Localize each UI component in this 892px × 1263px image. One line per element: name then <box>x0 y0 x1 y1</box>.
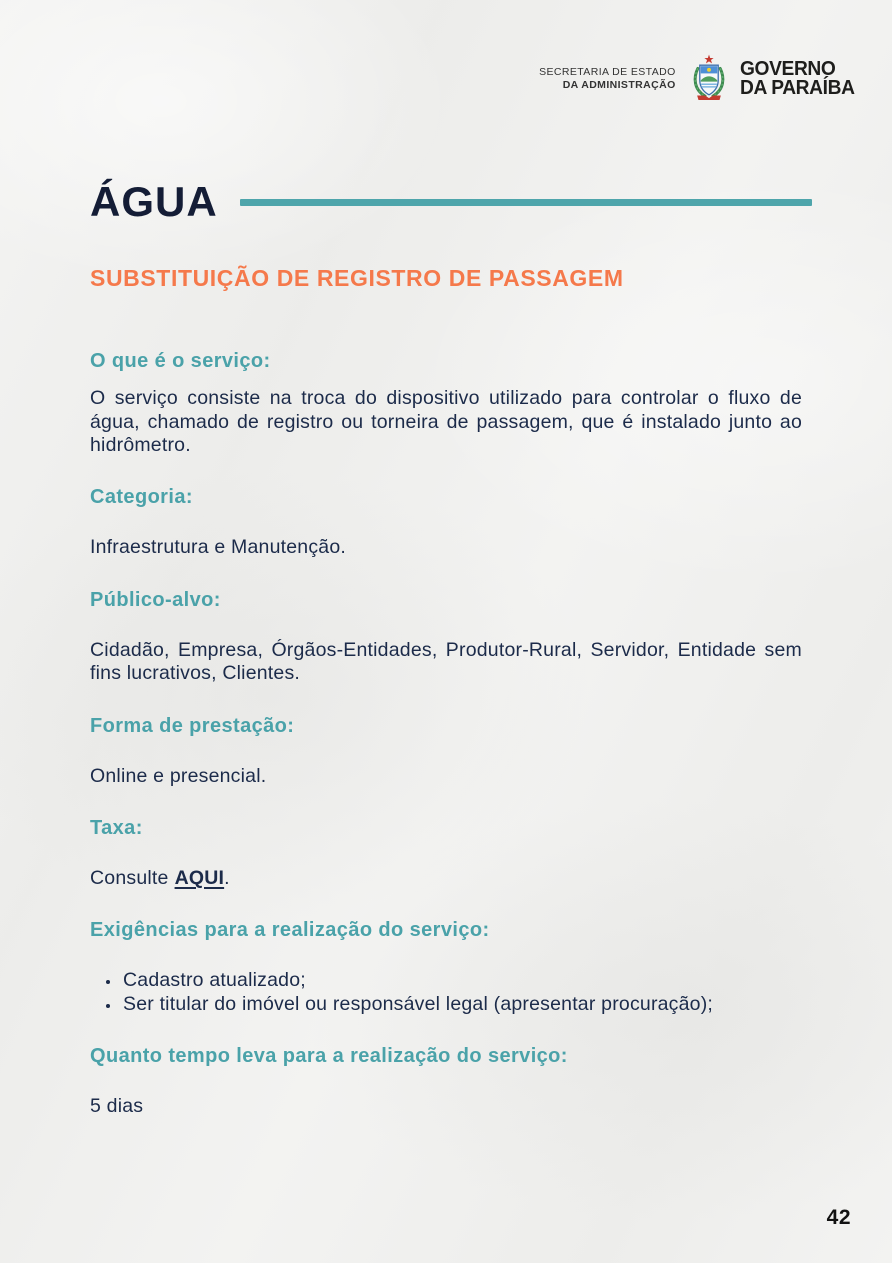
section-heading-taxa: Taxa: <box>90 817 143 840</box>
section-heading-o-que-e: O que é o serviço: <box>90 350 271 373</box>
secretaria-line1: SECRETARIA DE ESTADO <box>539 65 676 78</box>
title-row <box>90 178 812 225</box>
taxa-aqui-link[interactable]: AQUI <box>174 867 225 890</box>
page-number: 42 <box>826 1206 851 1229</box>
governo-line1: GOVERNO <box>739 58 836 80</box>
list-item: • Cadastro atualizado; <box>121 969 802 992</box>
section-body-taxa <box>90 867 802 890</box>
service-subtitle: SUBSTITUIÇÃO DE REGISTRO DE PASSAGEM <box>90 265 624 291</box>
section-body-forma-prestacao: Online e presencial. <box>90 764 267 787</box>
section-body-tempo: 5 dias <box>90 1095 144 1118</box>
section-body-o-que-e: O serviço consiste na troca do dispositivo utilizado para controlar o fluxo de água, chamado de registro ou torneira de passagem, que é instalado junto ao hidrômetro. <box>90 387 802 457</box>
page-title: ÁGUA <box>90 178 218 225</box>
section-heading-categoria: Categoria: <box>90 486 193 509</box>
section-heading-forma-prestacao: Forma de prestação: <box>90 714 295 737</box>
section-body-publico-alvo: Cidadão, Empresa, Órgãos-Entidades, Produtor-Rural, Servidor, Entidade sem fins lucrativos, Clientes. <box>90 638 802 685</box>
list-item: • Ser titular do imóvel ou responsável legal (apresentar procuração); <box>121 993 802 1016</box>
taxa-prefix: Consulte <box>90 867 169 890</box>
governo-line2: DA PARAÍBA <box>739 77 855 99</box>
main-content <box>90 0 802 1119</box>
requirements-list <box>90 969 802 1016</box>
taxa-suffix: . <box>224 867 230 890</box>
section-body-categoria: Infraestrutura e Manutenção. <box>90 536 346 559</box>
secretaria-line2: DA ADMINISTRAÇÃO <box>562 79 676 91</box>
title-rule <box>240 199 812 206</box>
section-heading-publico-alvo: Público-alvo: <box>90 588 221 611</box>
section-heading-tempo: Quanto tempo leva para a realização do serviço: <box>90 1045 568 1068</box>
section-heading-exigencias: Exigências para a realização do serviço: <box>90 919 490 942</box>
